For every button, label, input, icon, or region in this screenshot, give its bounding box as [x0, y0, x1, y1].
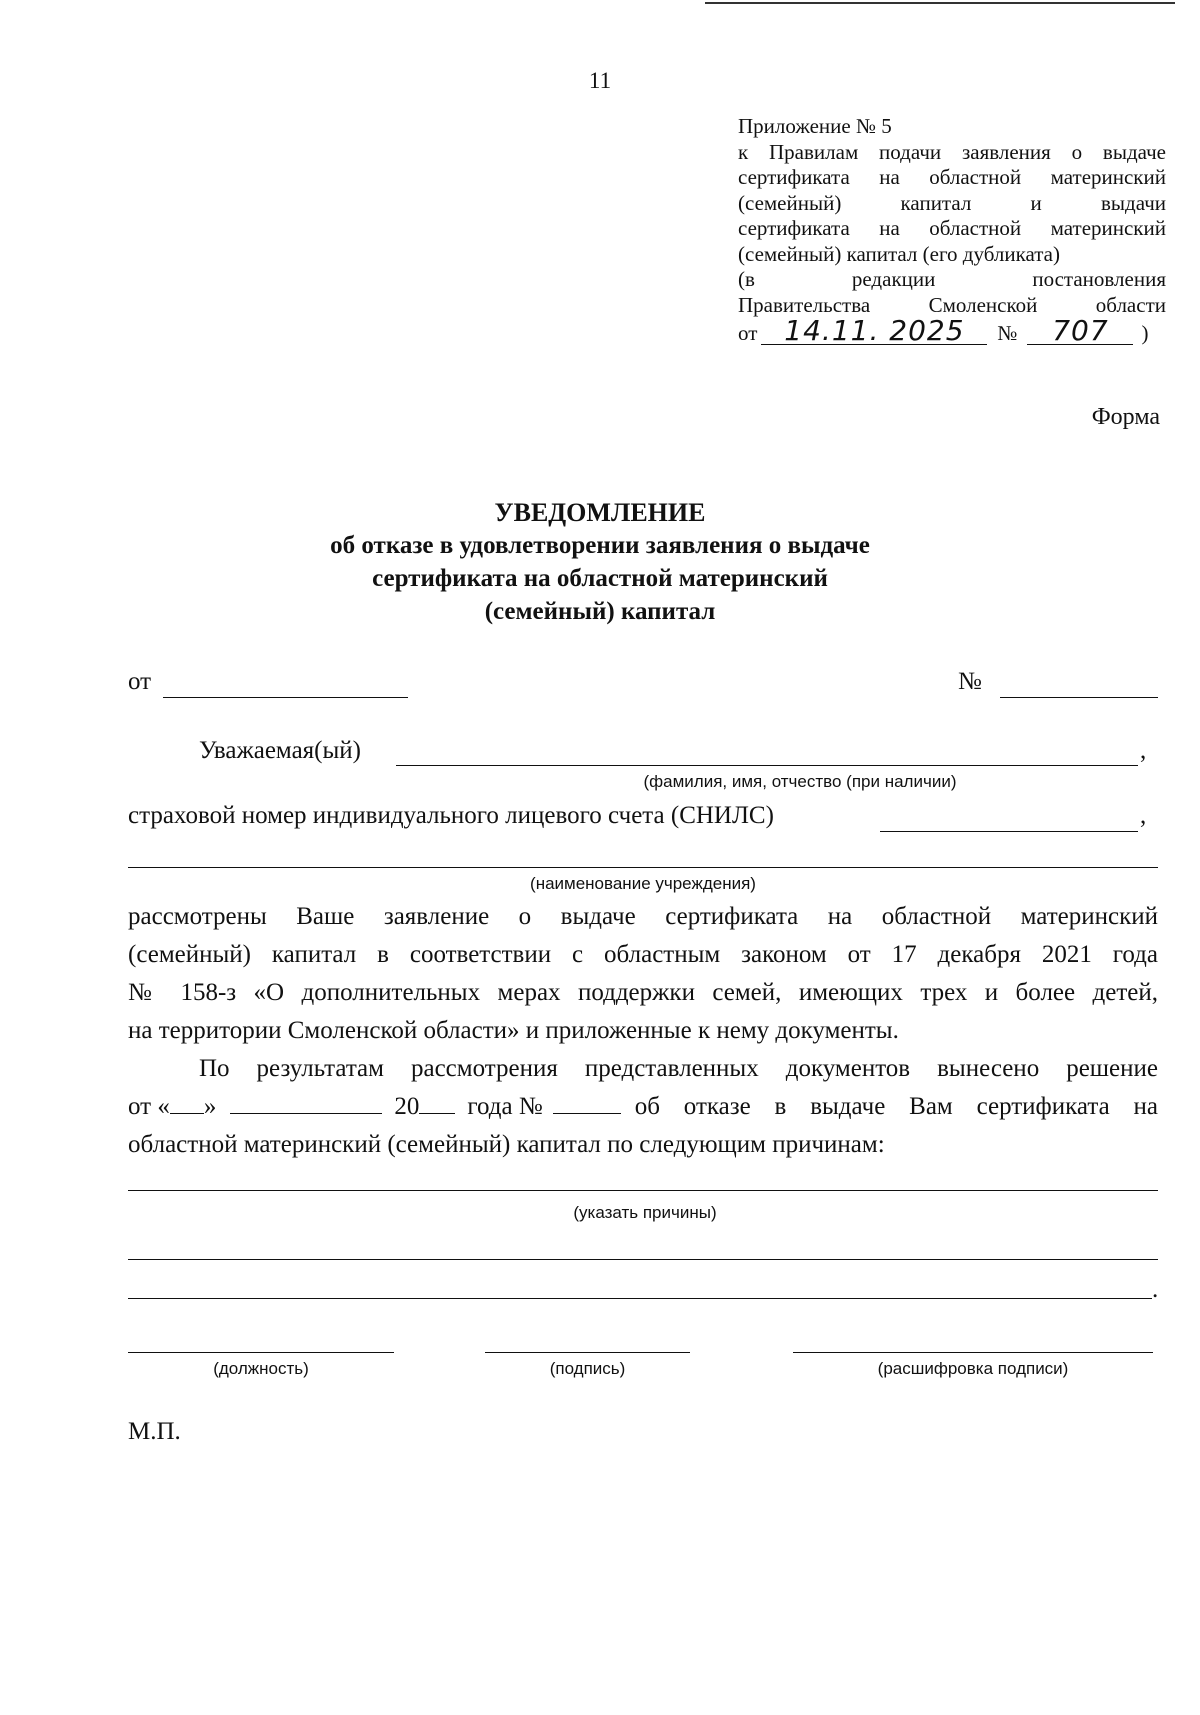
- paragraph-1-line-4: на территории Смоленской области» и приложенные к нему документы.: [128, 1017, 899, 1044]
- form-label: Форма: [1091, 404, 1160, 430]
- reasons-end-period: .: [1152, 1276, 1159, 1303]
- appendix-line-5: сертификата на областной материнский: [738, 216, 1166, 240]
- greeting-label: Уважаемая(ый): [199, 737, 361, 764]
- decision-refusal-text: об отказе в выдаче Вам сертификата на: [634, 1093, 1158, 1120]
- paragraph-1-line-1: рассмотрены Ваше заявление о выдаче сертификата на областной материнский: [128, 903, 1158, 930]
- title-main: УВЕДОМЛЕНИЕ: [494, 498, 706, 527]
- snils-field: [880, 831, 1138, 832]
- decision-from-open: от «: [128, 1093, 170, 1120]
- institution-field: [128, 867, 1158, 868]
- position-caption: (должность): [213, 1359, 309, 1378]
- stamp-place-label: М.П.: [128, 1418, 181, 1445]
- signature-decoding-caption: (расшифровка подписи): [877, 1359, 1069, 1378]
- greeting-name-caption: (фамилия, имя, отчество (при наличии): [643, 772, 957, 791]
- header-number-field: [1000, 697, 1158, 698]
- appendix-line-7: (в редакции постановления: [738, 267, 1166, 291]
- signature-caption: (подпись): [549, 1359, 626, 1378]
- appendix-block: [738, 114, 1166, 347]
- decision-number-label: года №: [467, 1093, 543, 1120]
- signature-field: [485, 1352, 690, 1353]
- reasons-field-2: [128, 1259, 1158, 1260]
- header-date-field: [163, 697, 408, 698]
- greeting-comma: ,: [1140, 737, 1147, 764]
- appendix-resolution-line: [738, 314, 1166, 347]
- paragraph-1-line-3: № 158-з «О дополнительных мерах поддержки семей, имеющих трех и более детей,: [128, 979, 1158, 1006]
- header-number-label: №: [958, 668, 982, 695]
- handwritten-date: 14.11. 2025: [761, 318, 987, 345]
- paragraph-2-line-1: По результатам рассмотрения представленных документов вынесено решение: [199, 1055, 1158, 1082]
- appendix-from-label: от: [738, 321, 758, 345]
- reasons-field-1: [128, 1190, 1158, 1191]
- handwritten-number: 707: [1027, 318, 1133, 345]
- decision-month-field: [230, 1113, 382, 1114]
- paragraph-2-line-2: [128, 1088, 1158, 1126]
- page-number: 11: [588, 68, 612, 93]
- appendix-line-3: сертификата на областной материнский: [738, 165, 1166, 189]
- reasons-caption: (указать причины): [573, 1203, 717, 1222]
- header-from-label: от: [128, 668, 152, 695]
- appendix-number-label: №: [997, 321, 1018, 345]
- decision-year-field: [419, 1113, 455, 1114]
- decision-century: 20: [394, 1093, 420, 1120]
- paragraph-1-line-2: (семейный) капитал в соответствии с областным законом от 17 декабря 2021 года: [128, 941, 1158, 968]
- appendix-line-4: (семейный) капитал и выдачи: [738, 190, 1166, 215]
- institution-caption: (наименование учреждения): [530, 874, 756, 893]
- decision-day-field: [170, 1113, 204, 1114]
- paragraph-1: [128, 898, 1158, 1050]
- paragraph-2: [128, 1050, 1158, 1164]
- appendix-line-1: Приложение № 5: [738, 114, 892, 138]
- document-title: [0, 496, 1200, 628]
- snils-comma: ,: [1140, 802, 1147, 829]
- appendix-line-8: Правительства Смоленской области: [738, 292, 1166, 317]
- title-line-2: об отказе в удовлетворении заявления о выдаче: [330, 532, 870, 559]
- greeting-name-field: [396, 765, 1138, 766]
- decision-from-close: »: [203, 1093, 217, 1120]
- signature-decoding-field: [793, 1352, 1153, 1353]
- reasons-field-3: [128, 1298, 1152, 1299]
- title-line-4: (семейный) капитал: [484, 598, 716, 625]
- snils-label: страховой номер индивидуального лицевого счета (СНИЛС): [128, 802, 774, 829]
- appendix-line-6: (семейный) капитал (его дубликата): [738, 241, 1060, 266]
- decision-number-field: [553, 1113, 621, 1114]
- top-edge-line: [705, 2, 1175, 4]
- position-field: [128, 1352, 394, 1353]
- appendix-line-2: к Правилам подачи заявления о выдаче: [738, 139, 1166, 164]
- appendix-close-paren: ): [1141, 321, 1149, 345]
- paragraph-2-line-3: областной материнский (семейный) капитал по следующим причинам:: [128, 1131, 885, 1158]
- title-line-3: сертификата на областной материнский: [372, 565, 828, 592]
